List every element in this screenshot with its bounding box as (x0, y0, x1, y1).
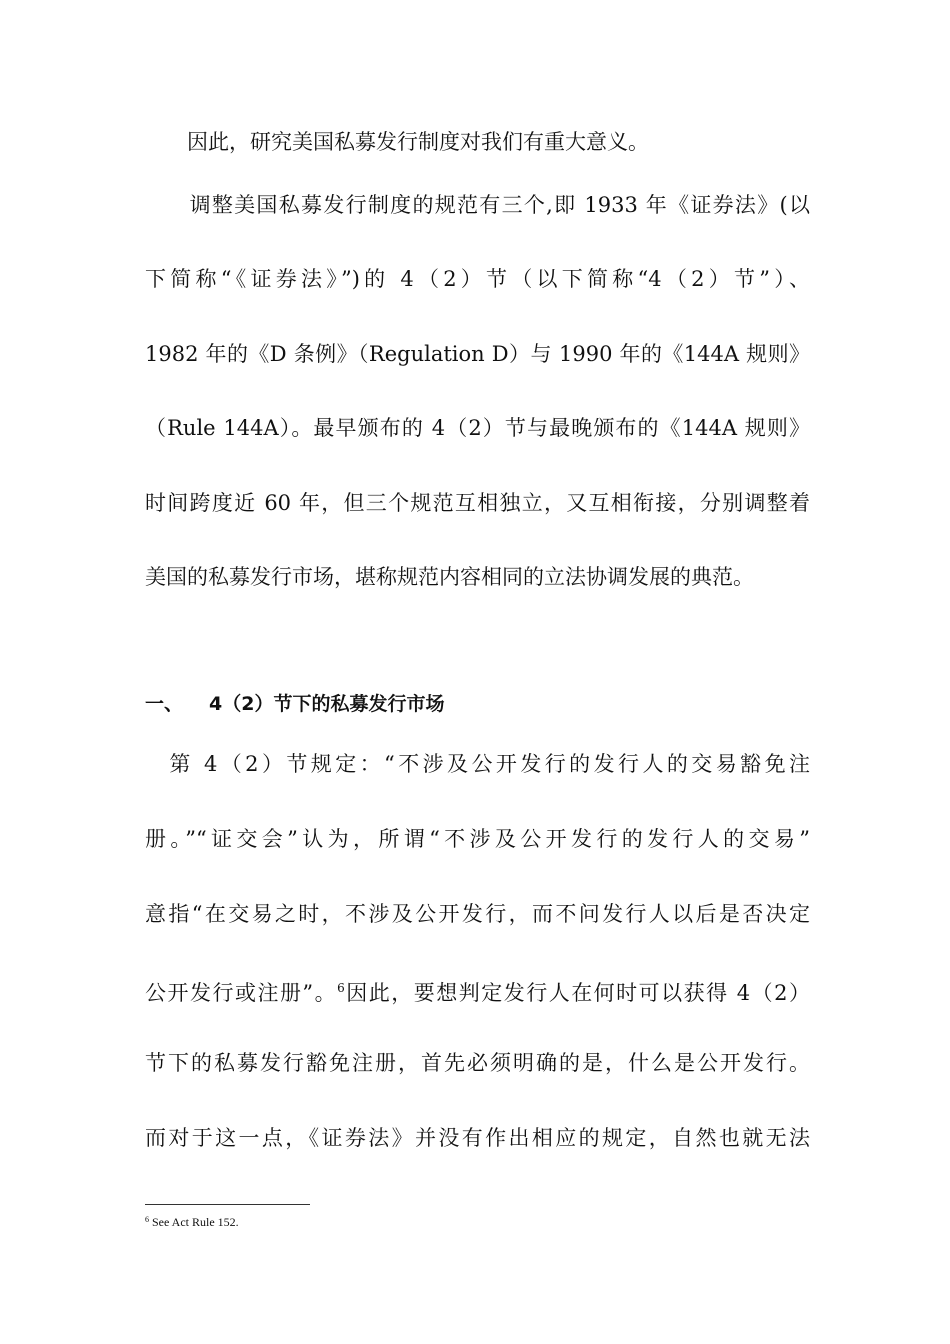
paragraph-line: 美国的私募发行市场，堪称规范内容相同的立法协调发展的典范。 (145, 565, 754, 589)
footnote (145, 1212, 239, 1230)
section-number: 一、 (145, 693, 184, 715)
footnote-reference[interactable]: 6 (337, 981, 345, 995)
paragraph-line: 而对于这一点，《证券法》并没有作出相应的规定，自然也就无法 (145, 1126, 810, 1150)
paragraph-line: 第 4（2）节规定：“不涉及公开发行的发行人的交易豁免注 (145, 752, 810, 776)
paragraph-line: 节下的私募发行豁免注册，首先必须明确的是，什么是公开发行。 (145, 1051, 810, 1075)
paragraph-line: （Rule 144A）。最早颁布的 4（2）节与最晚颁布的《144A 规则》 (145, 416, 810, 440)
paragraph-line: 意指“在交易之时，不涉及公开发行，而不问发行人以后是否决定 (145, 902, 810, 926)
paragraph-line: 下简称“《证券法》”)的 4（2）节（以下简称“4（2）节”）、 (145, 267, 810, 291)
paragraph-line (145, 974, 810, 1007)
paragraph-line: 1982 年的《D 条例》（Regulation D）与 1990 年的《144A 规则》 (145, 342, 810, 366)
section-heading (145, 690, 444, 718)
paragraph-line: 册。”“证交会”认为，所谓“不涉及公开发行的发行人的交易” (145, 827, 810, 851)
line-segment: 公开发行或注册”。 (145, 981, 338, 1005)
paragraph-line: 时间跨度近 60 年，但三个规范互相独立，又互相衔接，分别调整着 (145, 491, 810, 515)
paragraph-line: 调整美国私募发行制度的规范有三个,即 1933 年《证券法》(以 (145, 193, 810, 217)
footnote-text: See Act Rule 152. (149, 1215, 239, 1229)
paragraph-line: 因此，研究美国私募发行制度对我们有重大意义。 (145, 130, 649, 154)
footnote-marker: 6 (145, 1215, 149, 1224)
footnote-separator (145, 1204, 310, 1205)
line-segment: 因此，要想判定发行人在何时可以获得 4（2） (344, 981, 810, 1005)
section-title: 4（2）节下的私募发行市场 (209, 693, 445, 715)
